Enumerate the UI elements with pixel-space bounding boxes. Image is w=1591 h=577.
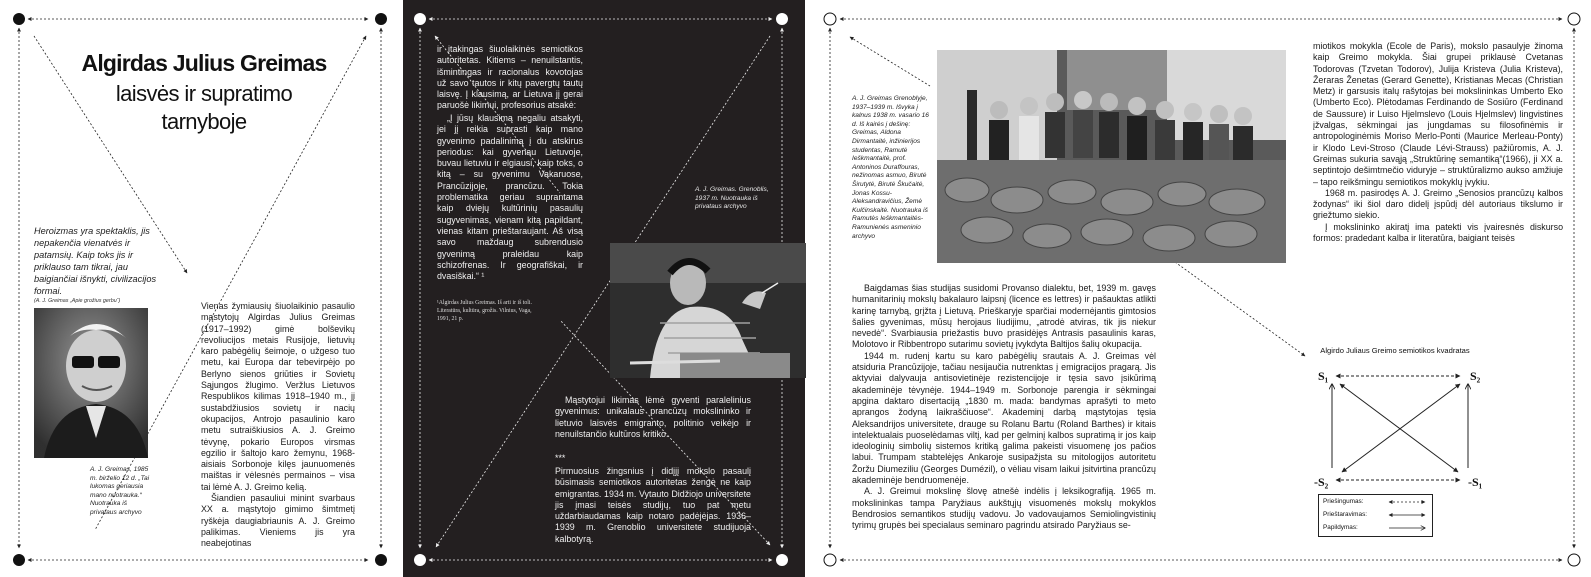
- right-paragraph-2: 1968 m. pasirodęs A. J. Greimo „Senosios prancūzų kalbos žodynas“ iki šiol daro didelį įspūdį dėl autoriaus tikslumo ir griežtumo siekio.: [1313, 187, 1563, 221]
- right-paragraph-3: Į mokslininko akiratį ima patekti vis įvairesnės diskurso formos: pradedant kalba ir literatūra, baigiant teisės: [1313, 221, 1563, 244]
- legend-contradiction: Prieštaravimas:: [1323, 511, 1368, 518]
- photo-caption-grenoble-1937: A. J. Greimas. Grenoblis, 1937 m. Nuotrauka iš privataus archyvo: [695, 186, 769, 211]
- photo-greimas-grenoble-1937: [610, 243, 806, 378]
- diagram-legend: [1318, 494, 1433, 537]
- page3-right-column: [1313, 41, 1563, 244]
- main-paragraph-1: Baigdamas šias studijas susidomi Provanso dialektu, bet, 1939 m. gavęs humanitarinių mokslų bakalauro laipsnį (licence es lettres) ir pašauktas atlikti karinę tarnybą, grįžta į Lietuvą. Prieškaryje sparčiai modernėjantis gimtosios šalies gyvenimas, mūsų herojaus liudijimu, „atrodė atviras, tik jis niekur nevedė“. Svarbiausia priežastis buvo prasidėjęs Antrasis pasaulinis karas, Molotovo ir Ribbentropo sutarimu sovietų įvykdyta Baltijos šalių okupacija.: [852, 283, 1156, 350]
- legend-arrows: [1385, 495, 1431, 538]
- semiotic-square-title: Algirdo Juliaus Greimo semiotikos kvadratas: [1320, 346, 1470, 355]
- subtitle-line-2: tarnyboje: [161, 109, 247, 134]
- right-paragraph-1: miotikos mokykla (Ecole de Paris), mokslo pasaulyje žinoma kaip Greimo mokykla. Šiai grupei priklausė Cvetanas Todorovas (Tzvetan Todorov), Julija Kristeva (Julia Kristeva), Žeraras Ženetas (Gerard Genette), Kristianas Mecas (Christian Metz) ir garsusis italų rašytojas bei mokslininkas Umberto Eko (Umberto Eco). Plėtodamas Ferdinando de Sosiūro (Ferdinand de Saussure) ir Luiso Hjelmslevo (Louis Hjelmslev) lingvistines įžvalgas, sėkmingai jas jungdamas su filosofinėmis ir antropologinėmis Morisо Merlo-Ponti (Maurice Merleau-Ponty) ir Klodo Levi-Strosо (Claude Lévi-Strauss) pažiūromis, A. J. Greimas sukuria savąją „Struktūrinę semantiką“(1966), ji XX a. septintojo dešimtmečio viduryje – struktūralizmo aukso amžiuje – tapo reikšmingu semiotikos mokyklų įvykiu.: [1313, 41, 1563, 187]
- legend-contrariety: Priešingumas:: [1323, 498, 1364, 505]
- page3-main-column: [852, 283, 1156, 532]
- legend-complementarity: Papildymas:: [1323, 524, 1358, 531]
- node-not-s2: -S₂: [1314, 475, 1329, 489]
- main-paragraph-3: A. J. Greimui mokslinę šlovę atnešė indėlis į leksikografiją. 1965 m. mokslininkas tampa Paryžiaus aukštųjų visuomenės mokslų mokyklos Bendrosios semantikos studijų vadovu. Jo vadovaujamos Semiolingvistinių tyrimų grupės bei specialaus seminaro pagrindu atsirado Paryžiaus se-: [852, 486, 1156, 531]
- node-not-s1: -S₁: [1468, 475, 1483, 489]
- greimas-quote-block: „Į jūsų klausimą negaliu atsakyti, jei jį reikia suprasti kaip mano gyvenimo padalinimą į du atskirus periodus: kai gyvenau Lietuvoje, buvau lietuviu ir elgiausi, kaip toks, o kitą – su gyvenimu Vakaruose, Prancūzijoje, prancūzu. Tokia problematika geriau suprantama kaip dviejų kultūrinių pasaulių sugyvenimas, vienam kitą papildant, vienas kitam prieštaraujant. Aš visą savo maždaug subrendusio gyvenimą praleidau kaip schizofrenas. Ir geografiškai, ir dvasiškai.“ ¹: [437, 113, 583, 282]
- group-photo-grenoble-1938: [937, 50, 1286, 263]
- semiotic-square-diagram: [1310, 360, 1500, 495]
- column-bottom-text: Pirmuosius žingsnius į didįjį mokslo pasaulį būsimasis semiotikos autoritetas žengė ne kaip emigrantas. 1934 m. Vytauto Didžiojo universitete jis įmasi teisės studijų, tuo pat metu uždarbiaudamas kaip notaro padėjėjas. 1936–1939 m. Grenoblio universitete studijuoja kalbotyrą.: [555, 466, 751, 544]
- page-subtitle: [34, 80, 374, 136]
- main-paragraph-2: 1944 m. rudenį kartu su karo pabėgėlių srautais A. J. Greimas vėl atsiduria Prancūzijoje, tačiau nesijaučia nutrenktas į emigracijos pragarą. Jis aktyviai dalyvauja antisovietinėje rezistencijoje ir tęsia savo įsikūrimą akademinėje tėvynėje. 1944–1949 m. Sorbonoje parengia ir sėkmingai apgina daktaro disertaciją „1830 m. mada: bandymas aprašyti to meto aprangos žodyną laikraščiuose“. Akademinį darbą mąstytojas tęsia Aleksandrijos universitete, drauge su Rolanu Bartu (Roland Barthes) ir kitais intelektualais puoselėdamas viltį, kad per gelminį kalbos supratimą ir jos kaip ideologinių simbolių sistemos kritiką galima pakeisti visuomenę jos pačios labui. Trumpam stabtelėjęs Ankaroje susipažįsta su mitologijos autoritetu Žoržu Diumeziliu (Georges Dumézil), o vėliau visam laikui įsitvirtina prancūzų akademinėje bendruomenėje.: [852, 350, 1156, 486]
- portrait-caption: A. J. Greimas, 1985 m. birželio 12 d. „Tai lukomas geriausia mano nuotrauka.“ Nuotrauka iš privataus archyvo: [90, 466, 150, 516]
- node-s2: S₂: [1470, 369, 1481, 383]
- subtitle-line-1: laisvės ir supratimo: [115, 81, 293, 106]
- column-mid-text: Mąstytojui likimas lėmė gyventi paralelinius gyvenimus: unikalaus prancūzų mokslininko ir lietuvio laisvės emigranto, politinio veikėjo ir nenuilstančio kultūros kritiko.: [555, 395, 751, 439]
- page-title: Algirdas Julius Greimas: [81, 50, 327, 76]
- group-photo-caption: A. J. Greimas Grenoblyje, 1937–1939 m. Išvyka į kalnus 1938 m. vasario 16 d. Iš kairės į dešinę: Greimas, Aldona Dirmantaitė, inžinierijos studentas, Ramutė Ieškmantaitė, prof. Antoninos Duraffouras, nežinomas asmuo, Birutė Širutytė, Birutė Škučaitė, Jonas Kossu-Aleksandravičius, Žemė Kulčinskaitė. Nuotrauka iš Ramutės Ieškmantaitės-Ramunienės asmeninio archyvo: [852, 95, 929, 240]
- intro-paragraph-1: Vienas žymiausių šiuolaikinio pasaulio mąstytojų Algirdas Julius Greimas (1917–1992) gimė bolševikų revoliucijos metais Rusijoje, lietuvių karo pabėgėlių šeimoje, o užgeso tuo metu, kai Europa dar tebevirpėjo po Berlyno sienos griūties ir Sovietų Sąjungos žlugimo. Veržlus Lietuvos Respublikos kilimas 1918–1940 m., jį sustabdžiusios sovietų ir nacių okupacijos, Antrojo pasaulinio karo metu sutraiškiusios A. J. Greimo tėvynę, pokario Europos virsmas egzilio ir šaltojo karo žemynu, 1968-aisiais Sorbonoje kilęs jaunuomenės maištas ir vėlesnės permainos – visa tai lėmė A. J. Greimo kelią.: [201, 301, 355, 492]
- intro-body-text: [201, 301, 355, 550]
- section-separator: ***: [555, 453, 566, 463]
- node-s1: S₁: [1318, 369, 1329, 383]
- portrait-photo-greimas-1985: [34, 308, 148, 458]
- epigraph-quote: Heroizmas yra spektaklis, jis nepakenčia vienatvės ir patamsių. Kaip toks jis ir priklauso tam tikrai, jau baigiančiai išnykti, civilizacijos formai.: [34, 226, 157, 296]
- intro-paragraph-2: Šiandien pasauliui minint svarbaus XX a. mąstytojo gimimo šimtmetį ryškėja daugiabriaunis A. J. Greimo palikimas. Vieniems jis yra neabejotinas: [201, 493, 355, 549]
- footnote: ¹Algirdas Julius Greimas. Iš arti ir iš toli. Literatūra, kultūra, grožis. Vilnius, Vaga, 1991, 21 p.: [437, 300, 532, 323]
- column-top-text: ir įtakingas šiuolaikinės semiotikos autoritetas. Kitiems – nenuilstantis, išmintingas ir racionalus kovotojas už savo tautos ir kitų pavergtų tautų laisvę. Į klausimą, ar Lietuva jį gerai paruošė likimui, profesorius atsakė:: [437, 44, 583, 111]
- epigraph-source: (A. J. Greimas „Apie grožius gerbu“): [34, 298, 121, 304]
